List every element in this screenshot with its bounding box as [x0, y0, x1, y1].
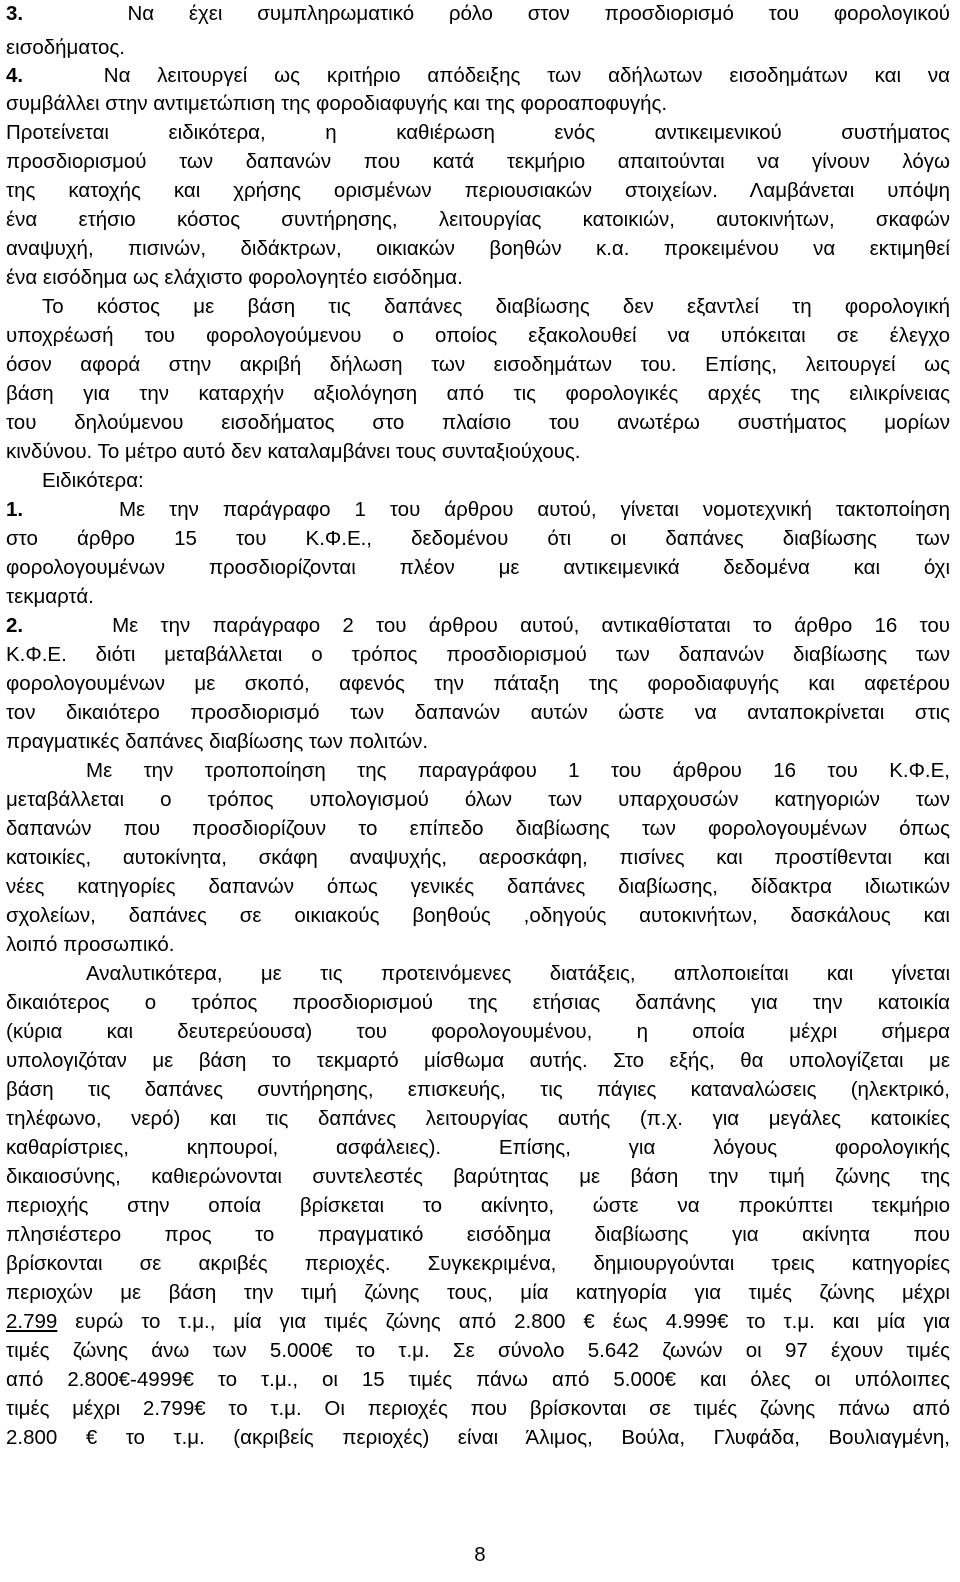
- text-line: Με την τροποποίηση της παραγράφου 1 του άρθρου 16 του Κ.Φ.Ε,: [86, 759, 950, 782]
- text-line: εισοδήματος.: [6, 36, 126, 59]
- text-line: του δηλούμενου εισοδήματος στο πλαίσιο του ανωτέρω συστήματος μορίων: [6, 411, 950, 434]
- text-line: νέες κατηγορίες δαπανών όπως γενικές δαπάνες διαβίωσης, δίδακτρα ιδιωτικών: [6, 875, 950, 898]
- text-line: δαπανών που προσδιορίζουν το επίπεδο διαβίωσης των φορολογουμένων όπως: [6, 817, 950, 840]
- page-number: 8: [474, 1543, 486, 1566]
- text-line: καθαρίστριες, κηπουροί, ασφάλειες). Επίσης, για λόγους φορολογικής: [6, 1136, 950, 1159]
- text-line: στο άρθρο 15 του Κ.Φ.Ε., δεδομένου ότι οι δαπάνες διαβίωσης των: [6, 527, 950, 550]
- text-line: Προτείνεται ειδικότερα, η καθιέρωση ενός αντικειμενικού συστήματος: [6, 121, 950, 144]
- list-number: 2.: [6, 614, 24, 637]
- text-line: υποχρέωσή του φορολογούμενου ο οποίος εξακολουθεί να υπόκειται σε έλεγχο: [6, 324, 950, 347]
- text-line: τιμές ζώνης άνω των 5.000€ το τ.μ. Σε σύνολο 5.642 ζωνών οι 97 έχουν τιμές: [6, 1339, 950, 1362]
- text-line: τηλέφωνο, νερό) και τις δαπάνες λειτουργίας αυτής (π.χ. για μεγάλες κατοικίες: [6, 1107, 950, 1130]
- text-line: δικαιοσύνης, καθιερώνονται συντελεστές βαρύτητας με βάση την τιμή ζώνης της: [6, 1165, 950, 1188]
- text-line: Να έχει συμπληρωματικό ρόλο στον προσδιορισμό του φορολογικού: [127, 2, 950, 25]
- text-line: συμβάλλει στην αντιμετώπιση της φοροδιαφυγής και της φοροαποφυγής.: [6, 92, 668, 115]
- list-number: 4.: [6, 64, 24, 87]
- text-line: (κύρια και δευτερεύουσα) του φορολογουμένου, η οποία μέχρι σήμερα: [6, 1020, 950, 1043]
- underlined-value: 2.799: [6, 1310, 58, 1333]
- section-heading: Ειδικότερα:: [42, 469, 144, 492]
- text-line: βρίσκονται σε ακριβές περιοχές. Συγκεκριμένα, δημιουργούνται τρεις κατηγορίες: [6, 1252, 950, 1275]
- text-line: της κατοχής και χρήσης ορισμένων περιουσιακών στοιχείων. Λαμβάνεται υπόψη: [6, 179, 950, 202]
- text-line: τον δικαιότερο προσδιορισμό των δαπανών αυτών ώστε να ανταποκρίνεται στις: [6, 701, 950, 724]
- text-line: ένα εισόδημα ως ελάχιστο φορολογητέο εισόδημα.: [6, 266, 463, 289]
- text-line: κατοικίες, αυτοκίνητα, σκάφη αναψυχής, αεροσκάφη, πισίνες και προστίθενται και: [6, 846, 950, 869]
- text-line: ένα ετήσιο κόστος συντήρησης, λειτουργίας κατοικιών, αυτοκινήτων, σκαφών: [6, 208, 950, 231]
- text-line: από 2.800€-4999€ το τ.μ., οι 15 τιμές πάνω από 5.000€ και όλες οι υπόλοιπες: [6, 1368, 950, 1391]
- text-line: βάση τις δαπάνες συντήρησης, επισκευής, τις πάγιες καταναλώσεις (ηλεκτρικό,: [6, 1078, 950, 1101]
- text-line: Αναλυτικότερα, με τις προτεινόμενες διατάξεις, απλοποιείται και γίνεται: [86, 962, 950, 985]
- text-line: περιοχής στην οποία βρίσκεται το ακίνητο, ώστε να προκύπτει τεκμήριο: [6, 1194, 950, 1217]
- text-line: λοιπό προσωπικό.: [6, 933, 175, 956]
- text-line: Κ.Φ.Ε. διότι μεταβάλλεται ο τρόπος προσδιορισμού των δαπανών διαβίωσης των: [6, 643, 950, 666]
- list-item-3: [6, 0, 950, 31]
- text-line: περιοχών με βάση την τιμή ζώνης τους, μία κατηγορία για τιμές ζώνης μέχρι: [6, 1281, 950, 1304]
- text-line: πλησιέστερο προς το πραγματικό εισόδημα διαβίωσης για ακίνητα που: [6, 1223, 950, 1246]
- text-line: κινδύνου. Το μέτρο αυτό δεν καταλαμβάνει τους συνταξιούχους.: [6, 440, 581, 463]
- text-line: Με την παράγραφο 1 του άρθρου αυτού, γίνεται νομοτεχνική τακτοποίηση: [118, 498, 950, 521]
- text-line: βάση για την καταρχήν αξιολόγηση από τις φορολογικές αρχές της ειλικρίνειας: [6, 382, 950, 405]
- text-line: τεκμαρτά.: [6, 585, 94, 608]
- text-line: προσδιορισμού των δαπανών που κατά τεκμήριο απαιτούνται να γίνουν λόγω: [6, 150, 950, 173]
- text-line: Να λειτουργεί ως κριτήριο απόδειξης των αδήλωτων εισοδημάτων και να: [103, 64, 950, 87]
- list-number: 1.: [6, 498, 24, 521]
- text-line: Με την παράγραφο 2 του άρθρου αυτού, αντικαθίσταται το άρθρο 16 του: [112, 614, 950, 637]
- text-line: φορολογουμένων προσδιορίζονται πλέον με αντικειμενικά δεδομένα και όχι: [6, 556, 950, 579]
- text-line: Το κόστος με βάση τις δαπάνες διαβίωσης δεν εξαντλεί τη φορολογική: [42, 295, 950, 318]
- text-line: 2.800 € το τ.μ. (ακριβείς περιοχές) είναι Άλιμος, Βούλα, Γλυφάδα, Βουλιαγμένη,: [6, 1426, 950, 1449]
- text-line: τιμές μέχρι 2.799€ το τ.μ. Οι περιοχές που βρίσκονται σε τιμές ζώνης πάνω από: [6, 1397, 950, 1420]
- list-number: 3.: [6, 2, 24, 25]
- text-line: πραγματικές δαπάνες διαβίωσης των πολιτών.: [6, 730, 429, 753]
- text-line: δικαιότερος ο τρόπος προσδιορισμού της ετήσιας δαπάνης για την κατοικία: [6, 991, 950, 1014]
- text-line: υπολογιζόταν με βάση το τεκμαρτό μίσθωμα αυτής. Στο εξής, θα υπολογίζεται με: [6, 1049, 950, 1072]
- text-line: αναψυχή, πισινών, διδάκτρων, οικιακών βοηθών κ.α. προκειμένου να εκτιμηθεί: [6, 237, 950, 260]
- text-line: σχολείων, δαπάνες σε οικιακούς βοηθούς ,οδηγούς αυτοκινήτων, δασκάλους και: [6, 904, 950, 927]
- text-line: φορολογουμένων με σκοπό, αφενός την πάταξη της φοροδιαφυγής και αφετέρου: [6, 672, 950, 695]
- text-line: ευρώ το τ.μ., μία για τιμές ζώνης από 2.800 € έως 4.999€ το τ.μ. και μία για: [57, 1310, 950, 1333]
- text-line: όσον αφορά στην ακριβή δήλωση των εισοδημάτων του. Επίσης, λειτουργεί ως: [6, 353, 950, 376]
- text-line: μεταβάλλεται ο τρόπος υπολογισμού όλων των υπαρχουσών κατηγοριών των: [6, 788, 950, 811]
